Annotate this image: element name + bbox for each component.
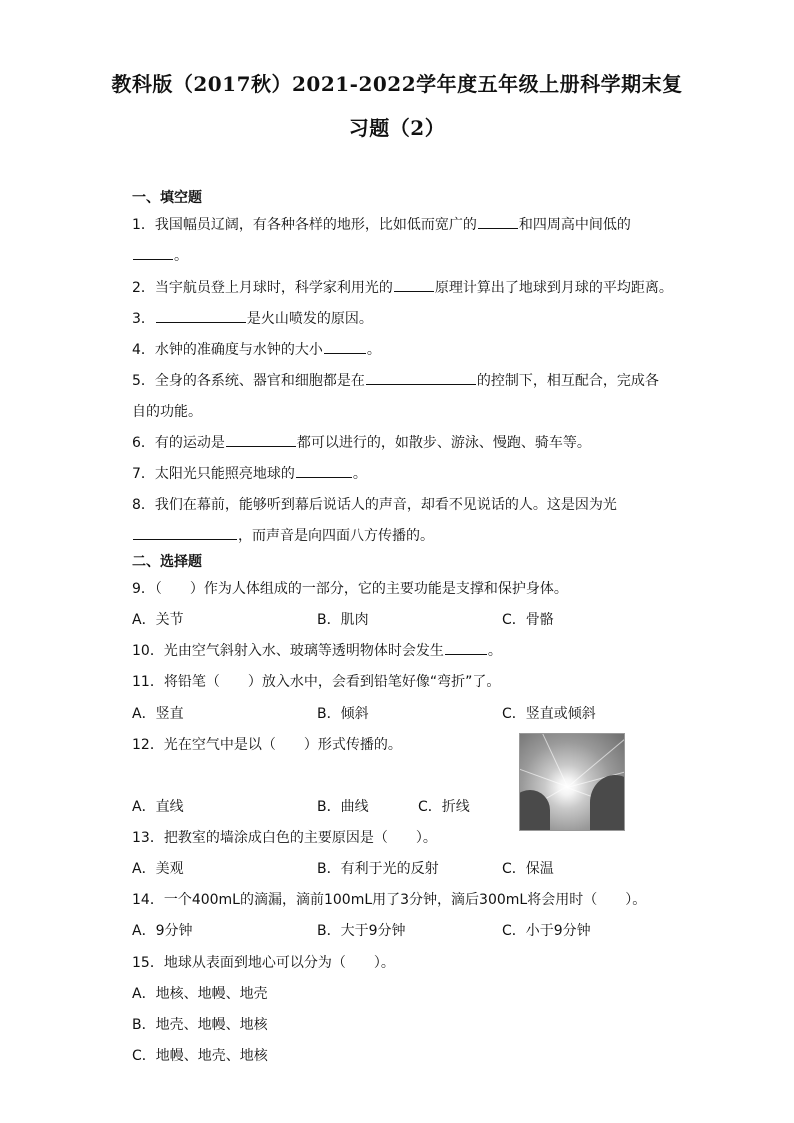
answer-blank[interactable] (296, 463, 352, 478)
question-5: 5．全身的各系统、器官和细胞都是在 的控制下，相互配合，完成各 (132, 370, 659, 390)
question-8-cont: ，而声音是向四面八方传播的。 (132, 525, 434, 545)
option-15a[interactable]: A．地核、地幔、地壳 (132, 986, 268, 1002)
question-3: 3． 是火山喷发的原因。 (132, 308, 373, 328)
option-11a[interactable]: A．竖直 (132, 706, 184, 722)
section-heading-fill: 一、填空题 (132, 190, 202, 206)
question-1: 1．我国幅员辽阔，有各种各样的地形，比如低而宽广的 和四周高中间低的 (132, 214, 631, 234)
answer-blank[interactable] (226, 432, 296, 447)
page-title-line1: 教科版（2017秋）2021-2022学年度五年级上册科学期末复 (111, 72, 683, 96)
question-13: 13．把教室的墙涂成白色的主要原因是（ ）。 (132, 830, 437, 846)
option-12c[interactable]: C．折线 (418, 799, 470, 815)
answer-blank[interactable] (394, 277, 434, 292)
option-13a[interactable]: A．美观 (132, 861, 184, 877)
answer-blank[interactable] (133, 525, 237, 540)
question-1-cont: 。 (132, 245, 188, 265)
answer-blank[interactable] (156, 308, 246, 323)
option-9c[interactable]: C．骨骼 (502, 612, 554, 628)
section-heading-choice: 二、选择题 (132, 554, 202, 570)
option-9b[interactable]: B．肌肉 (317, 612, 369, 628)
question-5-cont: 自的功能。 (132, 404, 202, 420)
option-12b[interactable]: B．曲线 (317, 799, 369, 815)
option-14b[interactable]: B．大于9分钟 (317, 923, 406, 939)
question-9: 9．（ ）作为人体组成的一部分，它的主要功能是支撑和保护身体。 (132, 581, 568, 597)
answer-blank[interactable] (366, 370, 476, 385)
option-14c[interactable]: C．小于9分钟 (502, 923, 591, 939)
question-11: 11．将铅笔（ ）放入水中，会看到铅笔好像“弯折”了。 (132, 674, 501, 690)
option-13b[interactable]: B．有利于光的反射 (317, 861, 439, 877)
question-7: 7．太阳光只能照亮地球的 。 (132, 463, 367, 483)
tree-silhouette (590, 775, 625, 830)
page-title-line2: 习题（2） (348, 116, 446, 140)
option-11b[interactable]: B．倾斜 (317, 706, 369, 722)
question-15: 15．地球从表面到地心可以分为（ ）。 (132, 955, 395, 971)
question-10: 10．光由空气斜射入水、玻璃等透明物体时会发生 。 (132, 640, 502, 660)
question-2: 2．当宇航员登上月球时，科学家利用光的 原理计算出了地球到月球的平均距离。 (132, 277, 673, 297)
answer-blank[interactable] (445, 640, 487, 655)
option-9a[interactable]: A．关节 (132, 612, 184, 628)
question-14: 14．一个400mL的滴漏，滴前100mL用了3分钟，滴后300mL将会用时（ ）。 (132, 892, 647, 908)
sunlight-photo (519, 733, 625, 831)
option-14a[interactable]: A．9分钟 (132, 923, 193, 939)
answer-blank[interactable] (324, 339, 366, 354)
option-13c[interactable]: C．保温 (502, 861, 554, 877)
tree-silhouette (519, 790, 550, 830)
option-11c[interactable]: C．竖直或倾斜 (502, 706, 596, 722)
answer-blank[interactable] (478, 214, 518, 229)
option-15c[interactable]: C．地幔、地壳、地核 (132, 1048, 268, 1064)
question-4: 4．水钟的准确度与水钟的大小 。 (132, 339, 381, 359)
option-12a[interactable]: A．直线 (132, 799, 184, 815)
answer-blank[interactable] (133, 245, 173, 260)
question-6: 6．有的运动是 都可以进行的，如散步、游泳、慢跑、骑车等。 (132, 432, 591, 452)
question-12: 12．光在空气中是以（ ）形式传播的。 (132, 737, 402, 753)
option-15b[interactable]: B．地壳、地幔、地核 (132, 1017, 268, 1033)
question-8: 8．我们在幕前，能够听到幕后说话人的声音，却看不见说话的人。这是因为光 (132, 497, 617, 513)
